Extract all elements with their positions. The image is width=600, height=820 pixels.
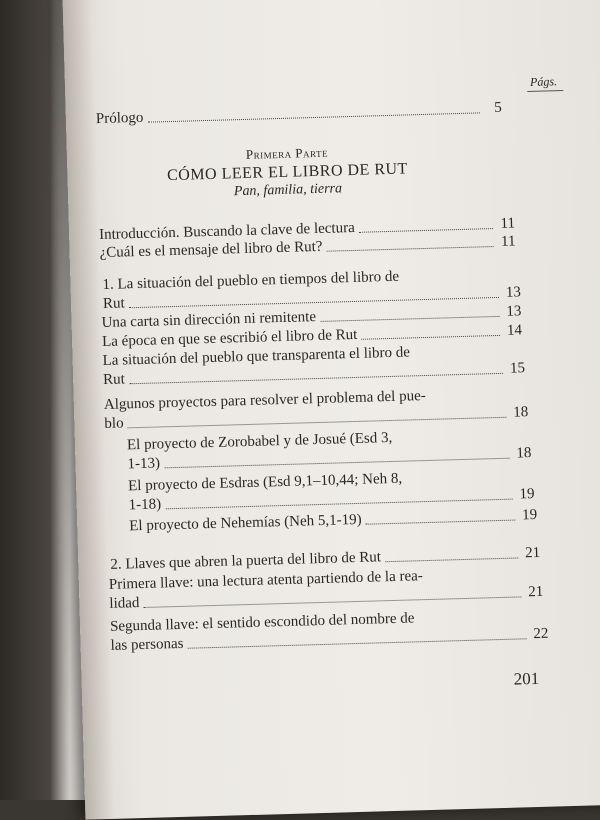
toc-entry-llave1: Primera llave: una lectura atenta partiendo de la rea- [108,568,424,593]
pages-column-label: Págs. [529,74,558,89]
pages-label-underline [527,90,563,92]
dot-leader [366,519,516,525]
book-page [62,0,600,820]
dot-leader [128,416,507,429]
dot-leader [144,595,522,608]
toc-entry-llave2-cont: las personas 22 [110,625,549,654]
dot-leader [147,111,479,122]
chapter-2-title: 2. Llaves que abren la puerta del libro de Rut 21 [110,544,541,573]
toc-entry-introduccion: Introducción. Buscando la clave de lectura 11 [98,215,516,244]
dot-leader [359,227,493,233]
toc-entry-carta: Una carta sin dirección ni remitente 13 [101,303,522,332]
toc-entry-esdras: El proyecto de Esdras (Esd 9,1–10,44; Neh 8, [127,470,403,495]
dot-leader [165,498,512,510]
dot-leader [385,556,518,562]
dot-leader [326,245,493,252]
part-subtitle: Pan, familia, tierra [233,181,343,200]
page-number: 201 [513,668,540,689]
dot-leader [361,334,500,340]
dot-leader [129,372,503,384]
dot-leader [164,457,509,469]
dot-leader [188,637,527,648]
toc-entry-proyectos: Algunos proyectos para resolver el problema del pue- [103,388,426,413]
toc-entry-zorobabel-cont: 1-13) 18 [127,445,532,473]
toc-entry-situacion-cont: Rut 15 [102,360,526,389]
toc-entry-prologo: Prólogo 5 [95,99,502,128]
chapter-1-title-cont: Rut 13 [102,284,522,312]
toc-entry-mensaje: ¿Cuál es el mensaje del libro de Rut? 11 [99,233,516,262]
part-label: Primera Parte [245,144,329,162]
toc-entry-llave2: Segunda llave: el sentido escondido del nombre de [109,610,415,635]
toc-entry-proyectos-cont: blo 18 [104,404,529,432]
part-title: CÓMO LEER EL LIBRO DE RUT [166,160,409,185]
chapter-1-title: 1. La situación del pueblo en tiempos del libro de [102,268,400,293]
toc-entry-situacion: La situación del pueblo que transparenta el libro de [102,344,411,370]
toc-entry-nehemias: El proyecto de Nehemías (Neh 5,1-19) 19 [129,506,538,535]
toc-entry-epoca: La época en que se escribió el libro de Rut 14 [101,322,523,351]
toc-entry-esdras-cont: 1-18) 19 [128,486,535,514]
dot-leader [320,315,499,322]
toc-entry-zorobabel: El proyecto de Zorobabel y de Josué (Esd 3, [126,429,393,454]
toc-entry-llave1-cont: lidad 21 [109,583,544,612]
